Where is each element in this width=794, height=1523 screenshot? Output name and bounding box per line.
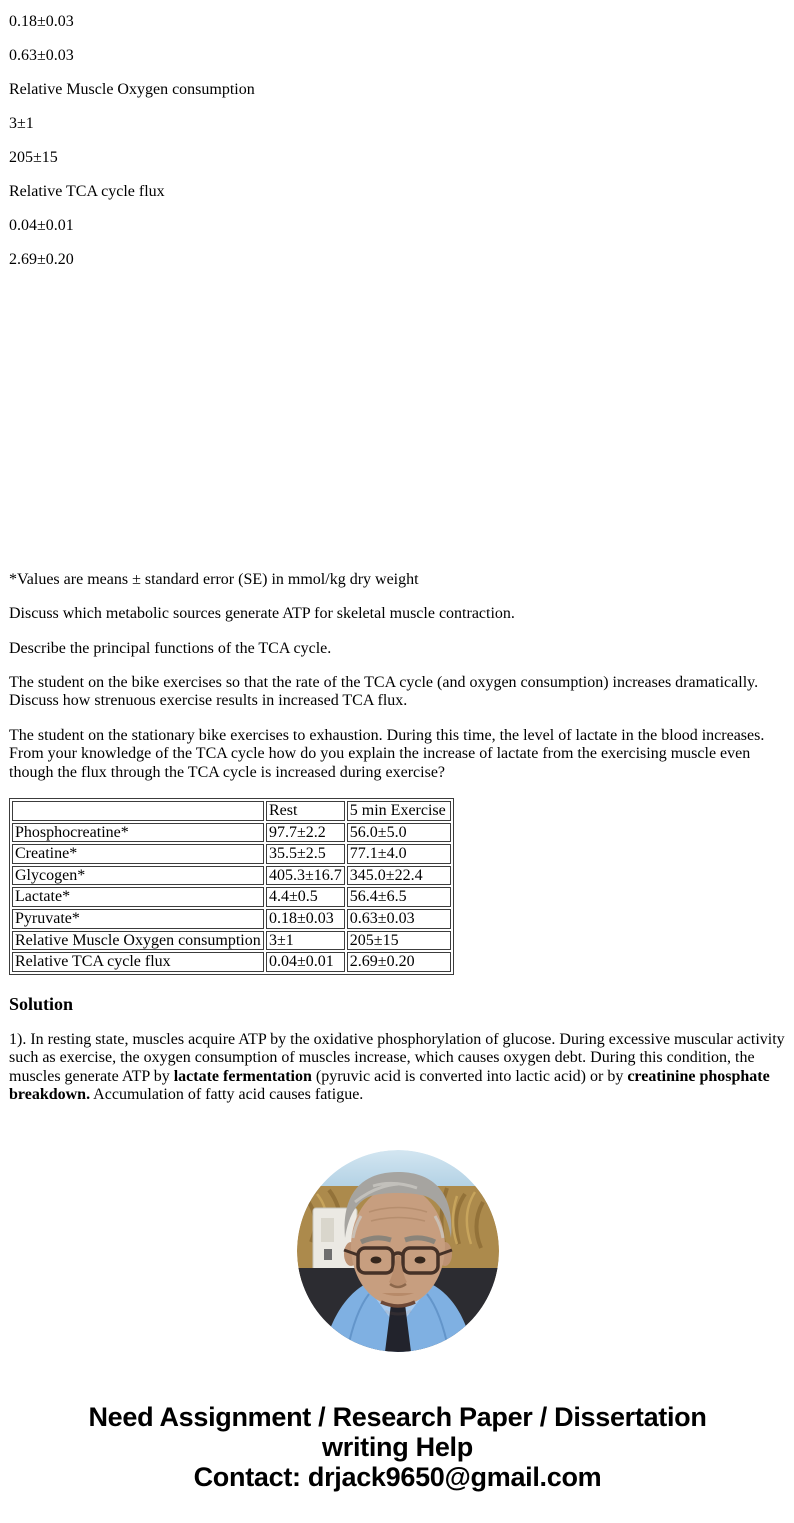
question-paragraph: The student on the bike exercises so that the rate of the TCA cycle (and oxygen consumption) increases dramatically. Discuss how strenuous exercise results in increased TCA flux. xyxy=(9,674,759,710)
footer-line: writing Help xyxy=(322,1432,473,1463)
empty-space xyxy=(9,285,786,555)
footer-line: Need Assignment / Research Paper / Dissertation xyxy=(88,1402,707,1433)
value-line: Relative Muscle Oxygen consumption xyxy=(9,80,255,98)
table-cell: Pyruvate* xyxy=(12,909,264,929)
footer-ad-heading xyxy=(9,1402,786,1492)
value-line: Relative TCA cycle flux xyxy=(9,182,165,200)
table-cell: 205±15 xyxy=(347,931,451,951)
table-row xyxy=(12,952,451,972)
table-cell: 0.63±0.03 xyxy=(347,909,451,929)
value-line: 0.04±0.01 xyxy=(9,216,74,234)
solution-text: Accumulation of fatty acid causes fatigue. xyxy=(90,1085,364,1103)
value-line: 3±1 xyxy=(9,114,34,132)
table-row xyxy=(12,866,451,886)
table-cell: 3±1 xyxy=(266,931,345,951)
top-values-block xyxy=(9,13,786,269)
table-cell: Relative TCA cycle flux xyxy=(12,952,264,972)
footer-contact-email: Contact: drjack9650@gmail.com xyxy=(193,1462,602,1493)
table-cell: 2.69±0.20 xyxy=(347,952,451,972)
table-cell: 97.7±2.2 xyxy=(266,823,345,843)
table-cell: 35.5±2.5 xyxy=(266,844,345,864)
table-footnote: *Values are means ± standard error (SE) in mmol/kg dry weight xyxy=(9,570,419,588)
value-line: 0.18±0.03 xyxy=(9,13,74,30)
table-header-row xyxy=(12,801,451,821)
table-cell: Lactate* xyxy=(12,887,264,907)
question-paragraph: Describe the principal functions of the TCA cycle. xyxy=(9,639,332,657)
table-row xyxy=(12,887,451,907)
table-cell: Creatine* xyxy=(12,844,264,864)
question-paragraph: Discuss which metabolic sources generate ATP for skeletal muscle contraction. xyxy=(9,605,515,623)
solution-paragraph xyxy=(9,1031,786,1105)
table-cell: 345.0±22.4 xyxy=(347,866,451,886)
table-row xyxy=(12,909,451,929)
table-cell: 0.04±0.01 xyxy=(266,952,345,972)
table-cell: 4.4±0.5 xyxy=(266,887,345,907)
solution-heading: Solution xyxy=(9,993,74,1014)
table-header-cell: 5 min Exercise xyxy=(347,801,451,821)
question-paragraph: The student on the stationary bike exercises to exhaustion. During this time, the level of lactate in the blood increases. From your knowledge of the TCA cycle how do you explain the increase of lactate from the exercising muscle even though the flux through the TCA cycle is increased during exercise? xyxy=(9,726,765,781)
table-cell: Relative Muscle Oxygen consumption xyxy=(12,931,264,951)
table-row xyxy=(12,931,451,951)
solution-bold-term: creatinine phosphate breakdown. xyxy=(9,1067,770,1103)
portrait-photo-icon xyxy=(297,1150,499,1352)
table-cell: 56.0±5.0 xyxy=(347,823,451,843)
results-table xyxy=(9,798,454,975)
table-cell: Glycogen* xyxy=(12,866,264,886)
solution-text: 1). In resting state, muscles acquire ATP by the oxidative phosphorylation of glucose. During excessive muscular activity such as exercise, the oxygen consumption of muscles increase, which causes oxygen debt. During this condition, the muscles generate ATP by xyxy=(9,1030,785,1085)
table-header-cell xyxy=(12,801,264,821)
table-cell: 77.1±4.0 xyxy=(347,844,451,864)
value-line: 0.63±0.03 xyxy=(9,46,74,64)
solution-bold-term: lactate fermentation xyxy=(173,1067,312,1085)
value-line: 2.69±0.20 xyxy=(9,250,74,268)
table-cell: Phosphocreatine* xyxy=(12,823,264,843)
table-cell: 405.3±16.7 xyxy=(266,866,345,886)
table-header-cell: Rest xyxy=(266,801,345,821)
value-line: 205±15 xyxy=(9,148,58,166)
table-cell: 56.4±6.5 xyxy=(347,887,451,907)
table-row xyxy=(12,844,451,864)
avatar-section xyxy=(9,1150,786,1352)
table-row xyxy=(12,823,451,843)
solution-text: (pyruvic acid is converted into lactic acid) or by xyxy=(311,1067,628,1085)
tutor-avatar xyxy=(297,1150,499,1352)
table-cell: 0.18±0.03 xyxy=(266,909,345,929)
